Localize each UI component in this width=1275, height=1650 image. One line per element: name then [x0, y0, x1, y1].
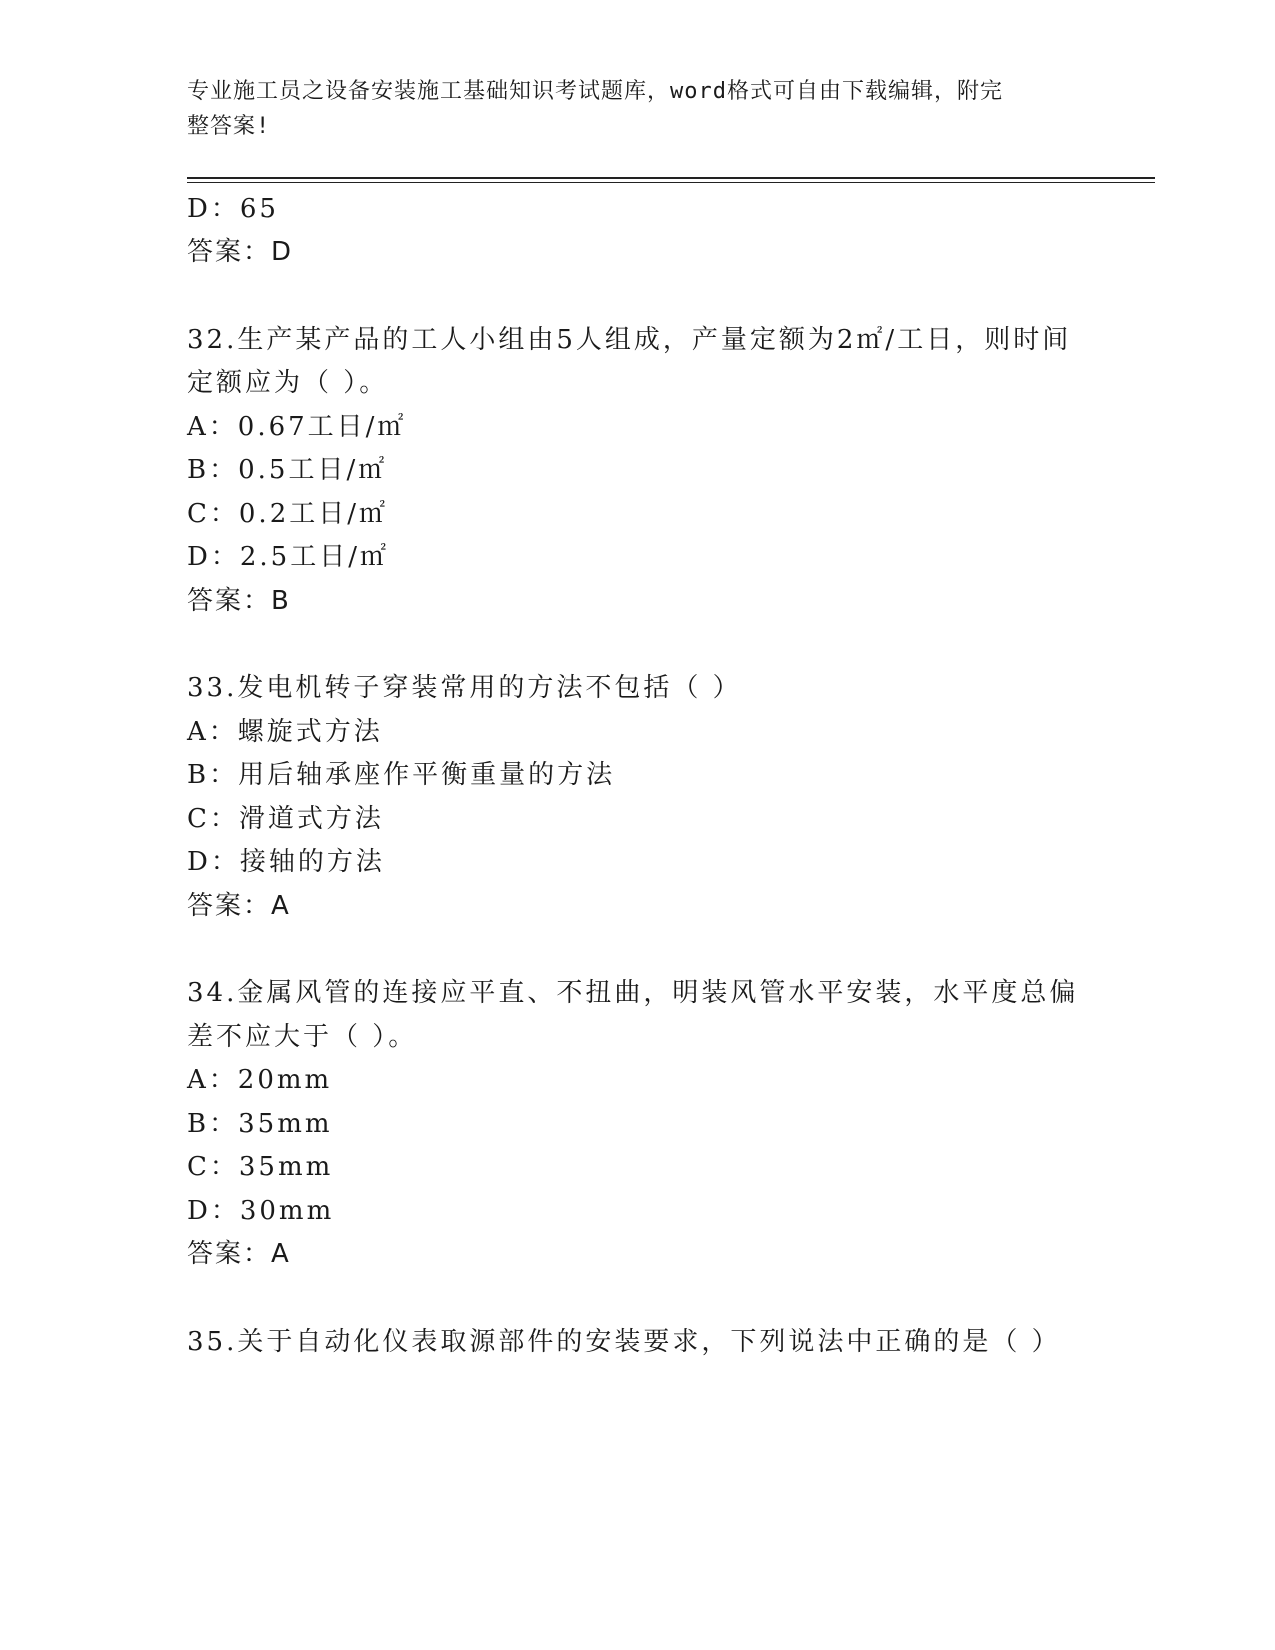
option-b-q32: B：0.5工日/㎡: [187, 455, 388, 485]
option-a-q34: A：20mm: [187, 1065, 333, 1095]
header-divider-thin: [187, 182, 1155, 183]
question-34-line-1: 34.金属风管的连接应平直、不扭曲，明装风管水平安装，水平度总偏: [187, 978, 1079, 1008]
option-c-q33: C：滑道式方法: [187, 804, 384, 834]
option-d-q32: D：2.5工日/㎡: [187, 542, 389, 572]
question-35: 35.关于自动化仪表取源部件的安装要求，下列说法中正确的是（ ）: [187, 1327, 1061, 1357]
answer-q34: 答案：A: [187, 1239, 291, 1269]
answer-q31: 答案：D: [187, 237, 294, 267]
header-divider-thick: [187, 177, 1155, 179]
option-d-q31: D：65: [187, 194, 279, 224]
option-c-q32: C：0.2工日/㎡: [187, 499, 389, 529]
option-c-q34: C：35mm: [187, 1152, 334, 1182]
option-b-q34: B：35mm: [187, 1109, 333, 1139]
header-line-2: 整答案!: [187, 114, 271, 139]
option-a-q33: A：螺旋式方法: [187, 717, 383, 747]
answer-q33: 答案：A: [187, 891, 291, 921]
question-32-line-2: 定额应为（ ）。: [187, 368, 389, 398]
question-32-line-1: 32.生产某产品的工人小组由5人组成，产量定额为2㎡/工日，则时间: [187, 325, 1072, 355]
option-d-q34: D：30mm: [187, 1196, 335, 1226]
page-header: [187, 74, 1067, 144]
answer-q32: 答案：B: [187, 586, 291, 616]
option-b-q33: B：用后轴承座作平衡重量的方法: [187, 760, 616, 790]
option-d-q33: D：接轴的方法: [187, 847, 385, 877]
question-34-line-2: 差不应大于（ ）。: [187, 1022, 418, 1052]
header-line-1: 专业施工员之设备安装施工基础知识考试题库，word格式可自由下载编辑，附完: [187, 79, 1003, 104]
question-33: 33.发电机转子穿装常用的方法不包括（ ）: [187, 673, 742, 703]
option-a-q32: A：0.67工日/㎡: [187, 412, 407, 442]
